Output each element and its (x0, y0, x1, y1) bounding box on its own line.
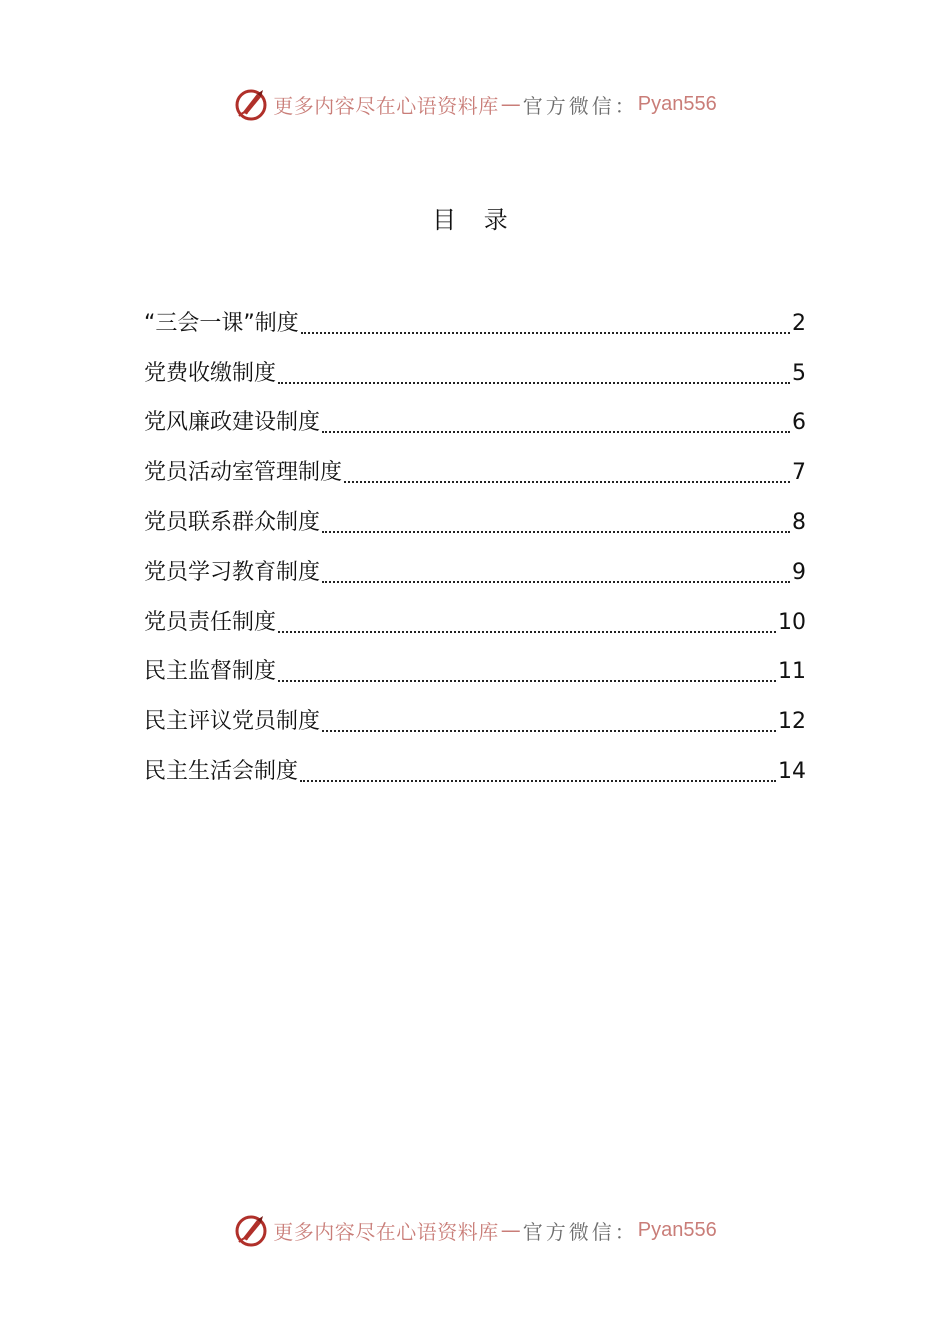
toc-entry-page: 7 (792, 460, 806, 486)
banner-text-main: 更多内容尽在心语资料库 (273, 93, 499, 118)
toc-entry[interactable] (144, 744, 806, 794)
quill-pen-logo-icon (233, 86, 269, 122)
toc-leader-dots (322, 581, 790, 583)
toc-entry-page: 2 (792, 310, 806, 336)
banner-wechat-id: Pyan556 (637, 92, 717, 115)
toc-entry-title: 党费收缴制度 (144, 360, 277, 386)
toc-entry-title: 党风廉政建设制度 (144, 410, 321, 436)
toc-entry-page: 12 (778, 709, 806, 735)
toc-entry-title: 党员责任制度 (144, 609, 277, 635)
banner-dash: — (500, 92, 521, 116)
toc-entry[interactable] (144, 346, 806, 396)
toc-leader-dots (344, 481, 790, 483)
toc-leader-dots (322, 531, 790, 533)
toc-entry[interactable] (144, 396, 806, 446)
toc-entry-title: “三会一课”制度 (144, 310, 299, 336)
toc-entry-title: 党员学习教育制度 (144, 559, 321, 585)
toc-entry-page: 9 (792, 559, 806, 585)
footer-banner (0, 1208, 950, 1252)
toc-leader-dots (301, 332, 790, 334)
toc-entry[interactable] (144, 694, 806, 744)
toc-entry-title: 民主评议党员制度 (144, 709, 321, 735)
toc-entry-page: 5 (792, 360, 806, 386)
toc-leader-dots (278, 382, 790, 384)
toc-entry-page: 10 (778, 609, 806, 635)
toc-entry[interactable] (144, 296, 806, 346)
toc-entry-title: 民主监督制度 (144, 659, 277, 685)
toc-entry-page: 14 (778, 758, 806, 784)
banner-wechat-id: Pyan556 (637, 1218, 717, 1241)
banner-dash: — (500, 1218, 521, 1242)
banner-text-secondary: 官方微信： (522, 1219, 638, 1244)
toc-entry[interactable] (144, 445, 806, 495)
toc-entry[interactable] (144, 545, 806, 595)
toc-entry[interactable] (144, 595, 806, 645)
quill-pen-logo-icon (233, 1212, 269, 1248)
banner-text-main: 更多内容尽在心语资料库 (273, 1219, 499, 1244)
toc-entry-page: 8 (792, 509, 806, 535)
toc-leader-dots (300, 780, 776, 782)
toc-leader-dots (322, 730, 776, 732)
toc-entry-page: 11 (778, 659, 806, 685)
toc-leader-dots (322, 431, 790, 433)
page-title: 目 录 (432, 206, 518, 234)
toc-entry-page: 6 (792, 410, 806, 436)
toc-leader-dots (278, 631, 776, 633)
toc-entry[interactable] (144, 645, 806, 695)
table-of-contents (144, 296, 806, 794)
toc-leader-dots (278, 680, 776, 682)
banner-text-secondary: 官方微信： (522, 93, 638, 118)
toc-entry[interactable] (144, 495, 806, 545)
toc-entry-title: 党员联系群众制度 (144, 509, 321, 535)
toc-entry-title: 党员活动室管理制度 (144, 460, 343, 486)
header-banner (0, 82, 950, 126)
toc-entry-title: 民主生活会制度 (144, 758, 299, 784)
